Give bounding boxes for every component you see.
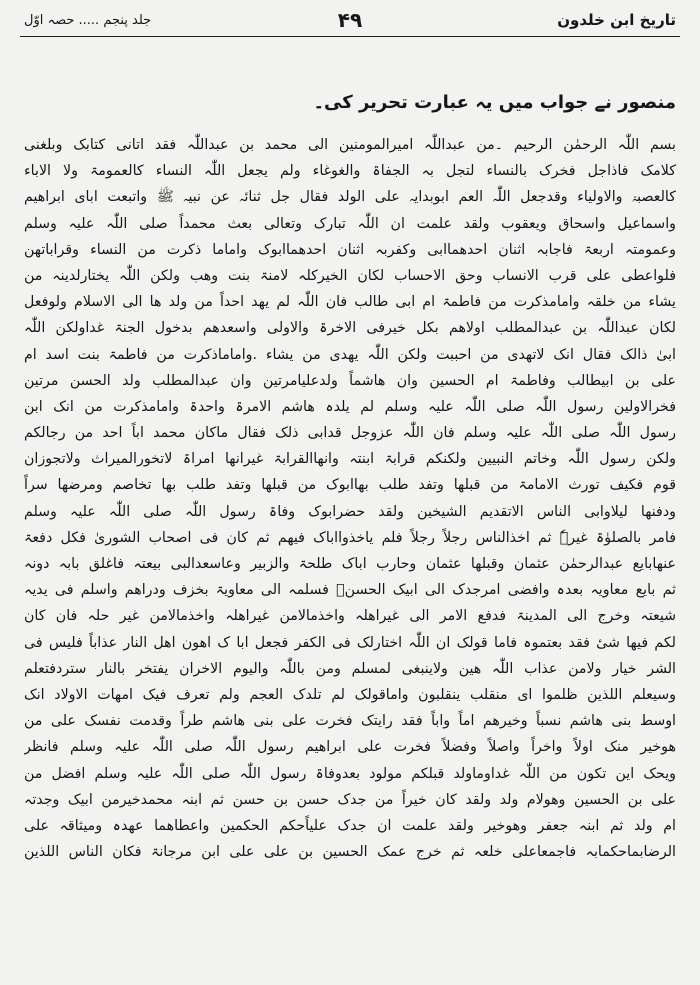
text-line: ام ولد ثم ابنہ جعفر وھوخیر ولقد علمت ان جدک علیاًحکم الحکمین واعطاھما عھدہ ومیثاقہ علی	[24, 817, 676, 834]
text-line: ودفنھا لیلاوابی الناس الاتقدیم الشیخین ولقد حضرابوک وفاۃ رسول اللّٰہ صلی اللّٰہ علیہ وسلم	[24, 503, 676, 520]
page-header	[20, 6, 680, 37]
page-number: ۴۹	[337, 8, 363, 32]
text-line: فخرالاولین رسول اللّٰہ صلی اللّٰہ علیہ وسلم لم یلدہ ھاشم الامرۃ واحدۃ وامامذکرت من انک ابن	[24, 398, 676, 415]
text-line: فامر بالصلوٰۃ غیرہٗ ثم اخذالناس رجلاً رجلاً فلم یاخذوااباک فیھم ثم کان فی اصحاب الشوریٰ فکل دفعۃ	[24, 529, 676, 546]
text-line: وسیعلم اللذین ظلموا ای منقلب ینقلبون واماقولک لم تلدک العجم ولم تعرف فیک امھات الاولاد انک	[24, 686, 676, 703]
volume-label: جلد پنجم ..... حصہ اوّل	[24, 13, 152, 28]
text-line: لکم فیھا شیٔ فقد بعتموہ فاما قولک ان اللّٰہ اختارلک فی الکفر فجعل ابا ک اھون اھل النار عذاباً فلیس فی	[24, 634, 676, 651]
text-line: اوسط بنی ھاشم نسباً وخیرھم اماً واباً فقد رایتک فخرت علی بنی ھاشم طراً وقدمت نفسک علی من	[24, 713, 676, 730]
text-line: لکان عبداللّٰہ بن عبدالمطلب اولاھم بکل خیرفی الاخرۃ والاولی واسعدھم بدخول الجنۃ غداولکن اللّٰہ	[24, 320, 676, 337]
text-line: رسول اللّٰہ صلی اللّٰہ علیہ وسلم فان اللّٰہ عزوجل قدابی ذلک فقال ماکان محمد اباً احد من رجالکم	[24, 425, 676, 442]
text-line: ثم بایع معاویہ بعدہ وافضی امرجدک الی ابیک الحسنؓ فسلمہ الی معاویۃ بخزف ودراھم واسلم فی یدیہ	[24, 582, 676, 599]
text-line: ویحک این تکون من اللّٰہ غداوماولد قبلکم مولود بعدوفاۃ رسول اللّٰہ صلی اللّٰہ علیہ وسلم افضل من	[24, 765, 676, 782]
text-line: کالعصبۃ والاولیاء وقدجعل اللّٰہ العم ابوبدایہ علی الولد فقال جل ثنائہ عن نبیہ ﷺ واتبعت ابای ابراھیم	[24, 189, 676, 206]
text-line: وعمومتہ اربعۃ فاجابہ اثنان احدھماابی وکفربہ اثنان احدھماابوک واماما ذکرت من النساء وقراباتھن	[24, 241, 676, 258]
intro-heading: منصور نے جواب میں یہ عبارت تحریر کی۔	[313, 92, 676, 113]
text-line: واسماعیل واسحاق ویعقوب ولقد علمت ان اللّٰہ تبارک وتعالی بعث محمداً صلی اللّٰہ علیہ وسلم	[24, 215, 676, 232]
text-line: علی بن ابیطالب وفاطمۃ ام الحسین وان ھاشماً ولدعلیامرتین وان عبدالمطلب ولد الحسن مرتین	[24, 372, 676, 389]
text-line: ھوخیر منک اولاً واخراً واصلاً وفضلاً فخرت علی ابراھیم رسول اللّٰہ صلی اللّٰہ علیہ وسلم فانظر	[24, 739, 676, 756]
text-line: یشاء من خلقہ وامامذکرت من فاطمۃ ام ابی طالب فان اللّٰہ لم یھد احداً من ولد ھا الی الاسلام ولوفعل	[24, 294, 676, 311]
body-text	[24, 132, 676, 865]
text-line: کلامک فاذاجل فخرک بالنساء لتجل بہ الجفاۃ والغوغاء ولم یجعل اللّٰہ النساء کالعمومۃ ولا الاباء	[24, 163, 676, 180]
text-line: قوم فکیف تورث الامامۃ من قبلھا وتفد طلب بھاابوک من قبلھا وتفد طلب بھا تخاصم ومرضھا سراً	[24, 477, 676, 494]
book-title: تاریخ ابن خلدون	[557, 11, 676, 29]
text-line: بسم اللّٰہ الرحمٰن الرحیم ۔من عبداللّٰہ امیرالمومنین الی محمد بن عبداللّٰہ فقد اتانی کتابک وبلغنی	[24, 137, 676, 153]
text-line: الشر خیار ولامن عذاب اللّٰہ ھین ولاینبغی لمسلم ومن باللّٰہ والیوم الاخران یفتخر بالنار ستردفتعلم	[24, 660, 676, 677]
text-line: عنھابایع عبدالرحمٰن عثمان وقبلھا عثمان وحارب اباک طلحۃ والزبیر وعاسعدالبی بیعتہ فاغلق بابہ دونہ	[24, 556, 676, 572]
text-line: شیعتہ وخرج الی المدینۃ فدفع الامر الی غیراھلہ واخذمالامن غیراھلہ واخذمالامن غیر حلہ فان کان	[24, 608, 676, 625]
text-line: الرضابماحکمابہ فاجمعاعلی خلعہ ثم خرج عمک الحسین بن علی علی ابن مرجانۃ فکان الناس اللذین	[24, 844, 676, 861]
text-line: ولکن رسول اللّٰہ وخاتم النبیین ولکنکم قرابۃ ابنتہ وانھاالقرابۃ غیرانھا امراۃ لاتخورالمیراث ولاتجوزان	[24, 451, 676, 468]
text-line: فلواعطی علی قرب الانساب وحق الاحساب لکان الخیرکلہ لامنۃ بنت وھب ولکن اللّٰہ یختارلدینہ من	[24, 267, 676, 284]
text-line: علی بن الحسین وھولام ولد ولقد کان خیراً من جدک حسن بن حسن ثم ابنہ محمدخیرمن ابیک وجدتہ	[24, 791, 676, 808]
text-line: ابیٰ ذالک فقال انک لاتھدی من احببت ولکن اللّٰہ یھدی من یشاء .واماماذکرت من فاطمۃ بنت اسد ام	[24, 346, 676, 363]
